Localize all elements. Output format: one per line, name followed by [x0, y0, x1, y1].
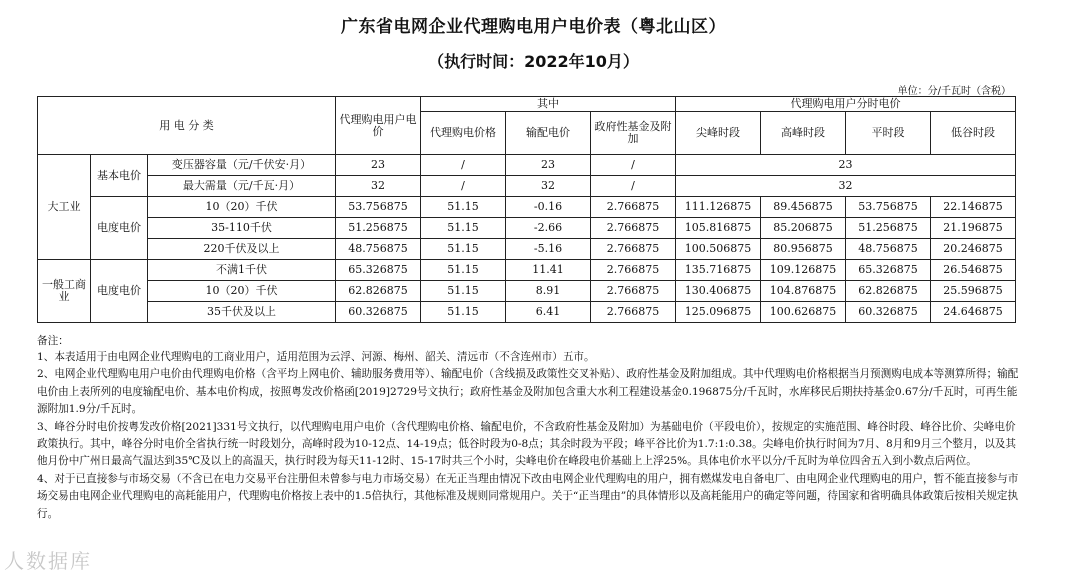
- cell-transmission: -0.16: [506, 197, 591, 218]
- cell-valley: 25.596875: [931, 281, 1016, 302]
- cell-fund: /: [591, 176, 676, 197]
- cell-fund: 2.766875: [591, 218, 676, 239]
- cell-peak: 125.096875: [676, 302, 761, 323]
- cell-flat: 65.326875: [846, 260, 931, 281]
- cell-purchase: /: [421, 155, 506, 176]
- cell-transmission: -2.66: [506, 218, 591, 239]
- header-peak: 尖峰时段: [676, 112, 761, 155]
- row-item: 变压器容量（元/千伏安·月）: [148, 155, 336, 176]
- cell-purchase: /: [421, 176, 506, 197]
- header-gov-fund: 政府性基金及附加: [591, 112, 676, 155]
- header-of-which: 其中: [421, 97, 676, 112]
- cell-peak: 135.716875: [676, 260, 761, 281]
- cell-valley: 20.246875: [931, 239, 1016, 260]
- tariff-table: [37, 96, 1016, 323]
- cell-transmission: -5.16: [506, 239, 591, 260]
- cell-fund: 2.766875: [591, 302, 676, 323]
- cell-agent: 32: [336, 176, 421, 197]
- header-flat: 平时段: [846, 112, 931, 155]
- cell-fund: 2.766875: [591, 260, 676, 281]
- header-transmission-price: 输配电价: [506, 112, 591, 155]
- notes-section: [37, 333, 1022, 523]
- unit-label: 单位：分/千瓦时（含税）: [897, 86, 1011, 97]
- cell-fund: /: [591, 155, 676, 176]
- row-voltage: 不满1千伏: [148, 260, 336, 281]
- subcategory-energy: 电度电价: [91, 197, 148, 260]
- cell-high: 89.456875: [761, 197, 846, 218]
- cell-flat: 60.326875: [846, 302, 931, 323]
- cell-agent: 23: [336, 155, 421, 176]
- cell-peak: 105.816875: [676, 218, 761, 239]
- cell-high: 100.626875: [761, 302, 846, 323]
- cell-purchase: 51.15: [421, 260, 506, 281]
- header-agent-price: 代理购电用户电价: [336, 97, 421, 155]
- note-item: 3、峰谷分时电价按粤发改价格[2021]331号文执行，以代理购电用户电价（含代理购电价格、输配电价，不含政府性基金及附加）为基础电价（平段电价），按规定的实施范围、峰谷时段、峰谷比价、尖峰电价政策执行。其中，峰谷分时电价全省执行统一时段划分，高峰时段为10-12点、14-19点；低谷时段为0-8点；其余时段为平段；峰平谷比价为1.7:1:0.38。尖峰电价执行时间为7月、8月和9月三个整月，以及其他月份中广州日最高气温达到35℃及以上的高温天，执行时段为每天11-12时、15-17时共三个小时，尖峰电价在峰段电价基础上上浮25%。具体电价水平以分/千瓦时为单位四舍五入到小数点后两位。: [37, 420, 1016, 468]
- table-row: [38, 155, 1016, 176]
- cell-valley: 24.646875: [931, 302, 1016, 323]
- cell-peak: 100.506875: [676, 239, 761, 260]
- cell-purchase: 51.15: [421, 239, 506, 260]
- cell-flat: 53.756875: [846, 197, 931, 218]
- cell-high: 85.206875: [761, 218, 846, 239]
- header-high: 高峰时段: [761, 112, 846, 155]
- cell-purchase: 51.15: [421, 302, 506, 323]
- cell-fund: 2.766875: [591, 281, 676, 302]
- cell-purchase: 51.15: [421, 197, 506, 218]
- cell-high: 80.956875: [761, 239, 846, 260]
- note-item: 2、电网企业代理购电用户电价由代理购电价格（含平均上网电价、辅助服务费用等）、输配电价（含线损及政策性交叉补贴）、政府性基金及附加组成。其中代理购电价格根据当月预测购电成本等测算所得；输配电价由上表所列的电度输配电价、基本电价构成，按照粤发改价格函[2019]2729号文执行；政府性基金及附加包含重大水利工程建设基金0.196875分/千瓦时，水库移民后期扶持基金0.67分/千瓦时，可再生能源附加1.9分/千瓦时。: [37, 368, 1019, 416]
- row-voltage: 35-110千伏: [148, 218, 336, 239]
- cell-tou: 32: [676, 176, 1016, 197]
- row-voltage: 35千伏及以上: [148, 302, 336, 323]
- table-row: [38, 197, 1016, 218]
- cell-flat: 48.756875: [846, 239, 931, 260]
- header-category: 用 电 分 类: [38, 97, 336, 155]
- cell-valley: 21.196875: [931, 218, 1016, 239]
- cell-valley: 26.546875: [931, 260, 1016, 281]
- cell-peak: 111.126875: [676, 197, 761, 218]
- cell-agent: 62.826875: [336, 281, 421, 302]
- table-row: [38, 260, 1016, 281]
- header-valley: 低谷时段: [931, 112, 1016, 155]
- page-title: 广东省电网企业代理购电用户电价表（粤北山区）: [341, 17, 726, 37]
- cell-transmission: 32: [506, 176, 591, 197]
- subcategory-basic: 基本电价: [91, 155, 148, 197]
- cell-peak: 130.406875: [676, 281, 761, 302]
- category-large-industry: 大工业: [38, 155, 91, 260]
- table-row: [38, 176, 1016, 197]
- cell-flat: 62.826875: [846, 281, 931, 302]
- table-row: [38, 281, 1016, 302]
- notes-title: 备注：: [37, 335, 69, 347]
- cell-high: 104.876875: [761, 281, 846, 302]
- cell-high: 109.126875: [761, 260, 846, 281]
- cell-purchase: 51.15: [421, 218, 506, 239]
- subcategory-energy: 电度电价: [91, 260, 148, 323]
- table-row: [38, 218, 1016, 239]
- cell-fund: 2.766875: [591, 239, 676, 260]
- cell-valley: 22.146875: [931, 197, 1016, 218]
- page-subtitle: （执行时间：2022年10月）: [428, 52, 639, 71]
- cell-agent: 48.756875: [336, 239, 421, 260]
- cell-purchase: 51.15: [421, 281, 506, 302]
- row-item: 最大需量（元/千瓦·月）: [148, 176, 336, 197]
- row-voltage: 10（20）千伏: [148, 197, 336, 218]
- cell-agent: 51.256875: [336, 218, 421, 239]
- header-purchase-price: 代理购电价格: [421, 112, 506, 155]
- cell-fund: 2.766875: [591, 197, 676, 218]
- cell-transmission: 6.41: [506, 302, 591, 323]
- row-voltage: 10（20）千伏: [148, 281, 336, 302]
- note-item: 4、对于已直接参与市场交易（不含已在电力交易平台注册但未曾参与电力市场交易）在无正当理由情况下改由电网企业代理购电的用户，拥有燃煤发电自备电厂、由电网企业代理购电的用户，暂不能直接参与市场交易由电网企业代理购电的高耗能用户，代理购电价格按上表中的1.5倍执行，其他标准及规则同常规用户。关于“正当理由”的具体情形以及高耗能用户的确定等问题，待国家和省明确具体政策后按相关规定执行。: [37, 472, 1019, 520]
- table-row: [38, 239, 1016, 260]
- watermark: 人数据库: [4, 549, 92, 573]
- header-tou-group: 代理购电用户分时电价: [676, 97, 1016, 112]
- cell-transmission: 8.91: [506, 281, 591, 302]
- cell-agent: 60.326875: [336, 302, 421, 323]
- cell-agent: 65.326875: [336, 260, 421, 281]
- cell-transmission: 23: [506, 155, 591, 176]
- category-general: 一般工商业: [38, 260, 91, 323]
- cell-flat: 51.256875: [846, 218, 931, 239]
- note-item: 1、本表适用于由电网企业代理购电的工商业用户，适用范围为云浮、河源、梅州、韶关、清远市（不含连州市）五市。: [37, 351, 595, 363]
- row-voltage: 220千伏及以上: [148, 239, 336, 260]
- cell-tou: 23: [676, 155, 1016, 176]
- table-row: [38, 302, 1016, 323]
- cell-transmission: 11.41: [506, 260, 591, 281]
- cell-agent: 53.756875: [336, 197, 421, 218]
